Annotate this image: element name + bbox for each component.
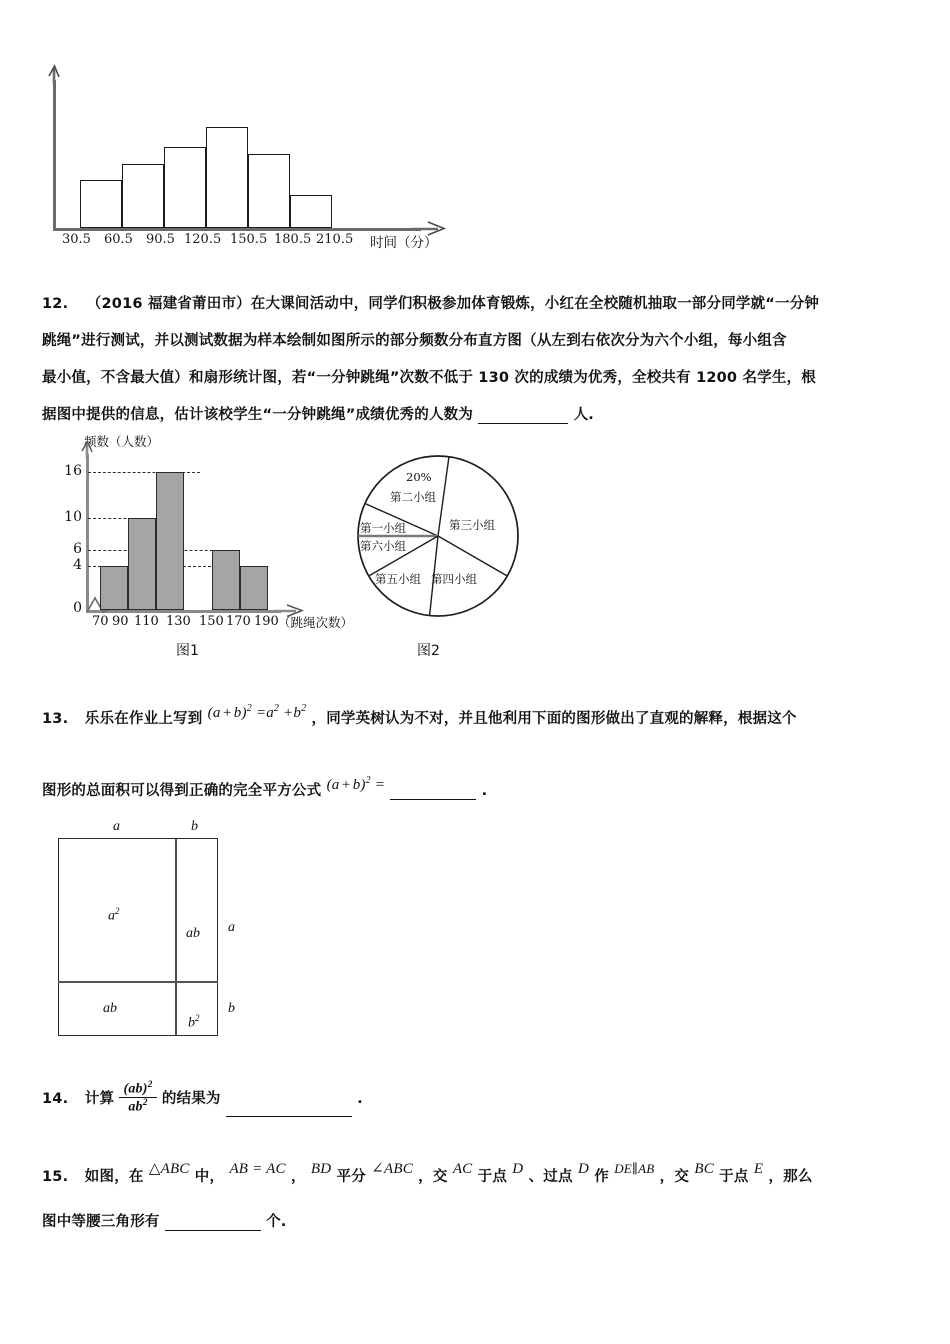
fig1-ytick-4: 4 — [73, 557, 82, 573]
q14-fraction-denominator: $ab^2$ — [119, 1097, 156, 1115]
q15-t7: 、过点 — [528, 1169, 573, 1185]
q12-line3: 最小值，不含最大值）和扇形统计图，若“一分钟跳绳”次数不低于 130 次的成绩为优秀，全校共有 1200 名学生，根 — [42, 370, 816, 386]
q15-number: 15. — [42, 1169, 69, 1185]
fig1-bar-chart — [60, 432, 390, 659]
fig1-x-axis-label: （跳绳次数） — [278, 615, 354, 630]
q15-m2: AB = AC — [229, 1161, 286, 1177]
square-area-diagram — [58, 819, 288, 1048]
q15-line2 — [42, 1210, 287, 1231]
q12-line4-tail: 人. — [573, 407, 594, 423]
q15-t8: 作 — [594, 1169, 609, 1185]
fig1-bar-110-130 — [156, 472, 184, 610]
fig1-xtick-90: 90 — [112, 614, 129, 629]
q15-m5: AC — [452, 1161, 473, 1177]
q15-line1 — [42, 1161, 813, 1186]
fig1-ytick-16: 16 — [64, 463, 82, 479]
hist-xtick-1: 60.5 — [104, 232, 133, 247]
q12-line4 — [42, 403, 594, 424]
q12-line1 — [42, 292, 819, 313]
q13-line1-tail: ，同学英树认为不对，并且他利用下面的图形做出了直观的解释，根据这个 — [311, 711, 797, 727]
hist-bar-6 — [290, 195, 332, 228]
q15-answer-blank[interactable] — [165, 1216, 261, 1231]
fig1-caption: 图1 — [176, 643, 199, 659]
q14-fraction — [119, 1080, 156, 1116]
fig2-label-group1: 第一小组 — [360, 521, 406, 535]
q13-number: 13. — [42, 711, 69, 727]
hist-xtick-4: 150.5 — [230, 232, 268, 247]
fig1-bar-170-190 — [240, 566, 268, 610]
fig2-label-percent: 20% — [406, 470, 432, 484]
q13-formula-2: (a + b)$^2$ = — [326, 775, 386, 793]
fig1-y-axis-line — [86, 454, 89, 612]
q12-number: 12. — [42, 296, 69, 312]
fig1-ytick-10: 10 — [64, 509, 82, 525]
fig1-bar-70-90 — [100, 566, 128, 610]
q15-m10: E — [753, 1161, 764, 1177]
q12-line2: 跳绳”进行测试，并以测试数据为样本绘制如图所示的部分频数分布直方图（从左到右依次分为六个小组，每小组含 — [42, 333, 787, 349]
q14-number: 14. — [42, 1090, 69, 1107]
fig1-xtick-130: 130 — [166, 614, 191, 629]
q14-fraction-numerator: (ab)$^2$ — [123, 1080, 153, 1097]
q13-formula-1: (a + $b)^2 =a^2 +b^2$ — [207, 703, 307, 721]
fig1-y-axis-arrow-icon — [79, 440, 97, 460]
q14-answer-blank[interactable] — [226, 1102, 352, 1117]
square-cell-b-squared: $b^2$ — [188, 1013, 200, 1031]
y-axis-arrow-icon — [46, 64, 66, 86]
q15-t4: 平分 — [336, 1169, 366, 1185]
fig1-xtick-110: 110 — [134, 614, 159, 629]
q15-t10: 于点 — [719, 1169, 749, 1185]
fig1-xtick-70: 70 — [92, 614, 109, 629]
q15-t5: ，交 — [418, 1169, 448, 1185]
hist-xtick-0: 30.5 — [62, 232, 91, 247]
fig1-bar-90-110 — [128, 518, 156, 610]
q15-t1: 如图，在 — [84, 1169, 144, 1185]
q14-suffix: 的结果为 — [161, 1090, 221, 1107]
q15-m4: ∠ABC — [371, 1161, 413, 1177]
q15-t6: 于点 — [477, 1169, 508, 1185]
q14-period: . — [357, 1090, 363, 1107]
square-cell-a-squared: $a^2$ — [108, 906, 120, 924]
q14-prefix: 计算 — [84, 1090, 115, 1107]
hist-bar-2 — [122, 164, 164, 228]
q13-line1 — [42, 703, 797, 728]
fig1-bar-150-170 — [212, 550, 240, 610]
fig2-pie-chart — [352, 452, 532, 659]
hist-bar-4 — [206, 127, 248, 228]
q15-t2: 中， — [194, 1169, 225, 1185]
fig2-label-group5: 第五小组 — [375, 572, 421, 586]
square-right-label-b: b — [228, 1001, 235, 1016]
hist-bar-1 — [80, 180, 122, 228]
fig1-xtick-150: 150 — [199, 614, 224, 629]
hist-bar-5 — [248, 154, 290, 228]
fig2-caption: 图2 — [417, 643, 440, 659]
q15-line2-head: 图中等腰三角形有 — [42, 1214, 160, 1230]
x-axis-line — [53, 228, 421, 231]
fig2-label-group6: 第六小组 — [360, 539, 406, 553]
hist-xtick-2: 90.5 — [146, 232, 175, 247]
q15-m9: BC — [694, 1161, 714, 1177]
q15-t3: ， — [290, 1169, 306, 1185]
fig1-xtick-190: 190 — [254, 614, 279, 629]
q13-line1-head: 乐乐在作业上写到 — [84, 711, 203, 727]
fig1-ytick-6: 6 — [73, 541, 82, 557]
square-cell-ab-bottom: ab — [103, 1001, 117, 1016]
fig2-label-group2: 第二小组 — [390, 490, 436, 504]
hist-xtick-5: 180.5 — [274, 232, 312, 247]
fig1-xtick-170: 170 — [226, 614, 251, 629]
q15-t9: ，交 — [659, 1169, 690, 1185]
fig2-label-group3: 第三小组 — [449, 518, 495, 532]
q15-m6: D — [512, 1161, 524, 1177]
hist-bar-3 — [164, 147, 206, 228]
fig2-label-group4: 第四小组 — [431, 572, 477, 586]
square-top-label-a: a — [113, 819, 120, 834]
q15-t11: ，那么 — [768, 1169, 813, 1185]
q15-m3: BD — [310, 1161, 332, 1177]
q15-m1: △ABC — [148, 1161, 190, 1177]
fig1-ytick-0: 0 — [73, 600, 82, 616]
q15-m7: D — [577, 1161, 589, 1177]
square-cell-ab-top: ab — [186, 926, 200, 941]
q13-answer-blank[interactable] — [390, 785, 476, 800]
q15-m8: DE∥AB — [614, 1161, 655, 1176]
q12-line1-text: （2016 福建省莆田市）在大课间活动中，同学们积极参加体育锻炼，小红在全校随机抽取一部分同学就“一分钟 — [86, 296, 820, 312]
square-vertical-divider — [175, 838, 177, 1036]
hist-x-axis-label: 时间（分） — [370, 235, 438, 251]
q12-answer-blank[interactable] — [478, 409, 568, 424]
y-axis-line — [53, 80, 56, 230]
q13-line2 — [42, 775, 488, 800]
q12-line4-text: 据图中提供的信息，估计该校学生“一分钟跳绳”成绩优秀的人数为 — [42, 407, 474, 423]
q14-line — [42, 1081, 363, 1117]
q13-line2-head: 图形的总面积可以得到正确的完全平方公式 — [42, 783, 322, 799]
square-right-label-a: a — [228, 920, 235, 935]
hist-xtick-3: 120.5 — [184, 232, 222, 247]
fig1-y-axis-label: 频数（人数） — [84, 434, 160, 449]
top-frequency-histogram — [40, 62, 470, 252]
q13-line2-tail: . — [481, 783, 488, 799]
q15-line2-tail: 个. — [266, 1214, 287, 1230]
square-top-label-b: b — [191, 819, 198, 834]
hist-xtick-6: 210.5 — [316, 232, 354, 247]
square-horizontal-divider — [58, 981, 218, 983]
